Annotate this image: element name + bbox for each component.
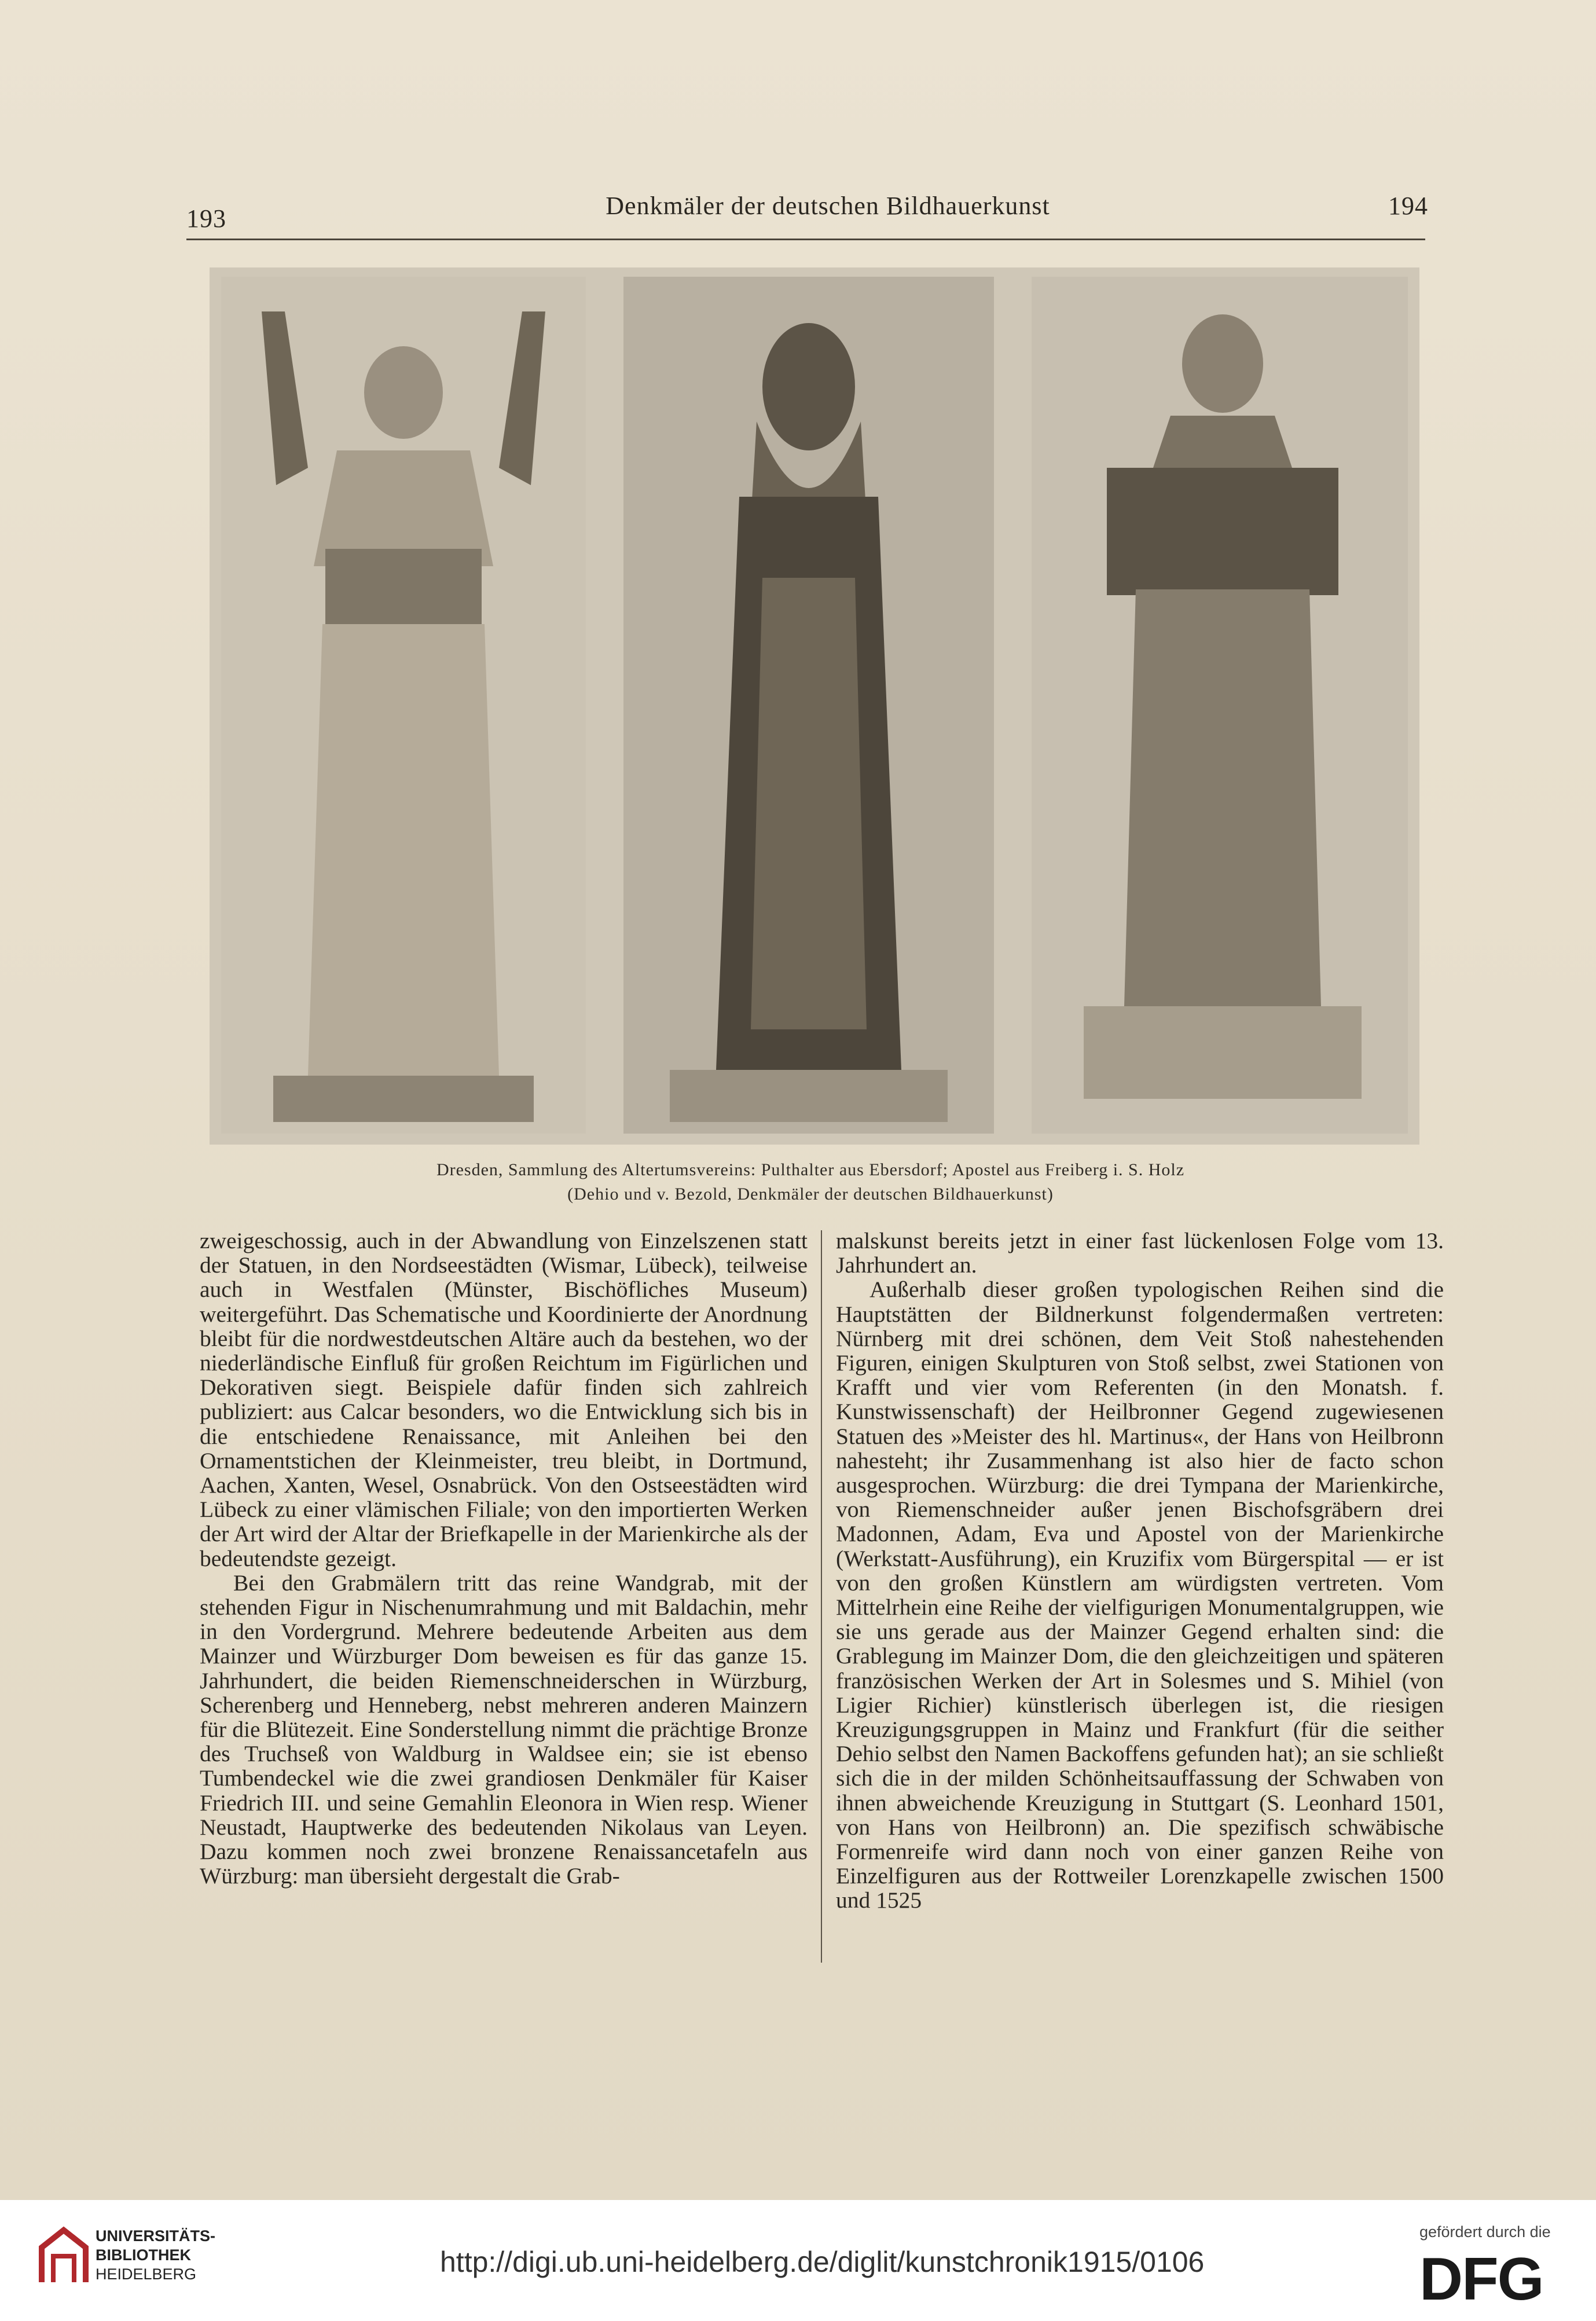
digitization-footer (0, 2200, 1596, 2321)
page-number-right: 194 (1388, 192, 1428, 220)
university-library-logo-icon (36, 2224, 91, 2288)
sponsor-label: gefördert durch die (1419, 2223, 1551, 2241)
header-rule (186, 239, 1425, 240)
figure-plate (210, 267, 1419, 1145)
library-name (96, 2227, 215, 2284)
library-name-line2: BIBLIOTHEK (96, 2246, 191, 2264)
text-column-left (200, 1229, 808, 1888)
paragraph: malskunst bereits jetzt in einer fast lückenlosen Folge vom 13. Jahrhundert an. (836, 1228, 1444, 1278)
angel-lectern-statue-photo (221, 277, 586, 1134)
paragraph: Bei den Grabmälern tritt das reine Wandgrab, mit der stehenden Figur in Nischenumrahmung und mit Baldachin, mehr in den Vordergrund. Mehrere bedeutende Arbeiten aus dem Mainzer und Würzburger Dom beweisen es für das ganze 15. Jahrhundert, die beiden Riemenschneiderschen in Würzburg, Scherenberg und Henneberg, nebst mehreren anderen Mainzern für die Blütezeit. Eine Sonderstellung nimmt die prächtige Bronze des Truchseß von Waldburg in Waldsee ein; sie ist ebenso Tumbendeckel wie die zwei grandiosen Denkmäler für Kaiser Friedrich III. und seine Gemahlin Eleonora in Wien resp. Wiener Neustadt, Hauptwerke des bedeutenden Nikolaus van Leyen. Dazu kommen noch zwei bronzene Renaissancetafeln aus Würzburg: man übersieht dergestalt die Grab- (200, 1570, 808, 1889)
paragraph: zweigeschossig, auch in der Abwandlung von Einzelszenen statt der Statuen, in den Nordseestädten (Wismar, Lübeck), teilweise auch in Westfalen (Münster, Bischöfliches Museum) weitergeführt. Das Schematische und Koordinierte der Anordnung bleibt für die nordwestdeutschen Altäre auch da bestehen, wo der niederländische Einfluß für großen Reichtum im Figürlichen und Dekorativen siegt. Beispiele dafür finden sich zahlreich publiziert: aus Calcar besonders, wo die Entwicklung sich bis in die entschiedene Renaissance, mit Anleihen bei den Ornamentstichen der Kleinmeister, treu bleibt, in Dortmund, Aachen, Xanten, Wesel, Osnabrück. Von den Ostseestädten wird Lübeck zu einer vlämischen Filiale; von den importierten Werken der Art wird der Altar der Briefkapelle in der Marienkirche als der bedeutendste gezeigt. (200, 1228, 808, 1571)
library-name-line3: HEIDELBERG (96, 2265, 197, 2283)
figure-caption-line1: Dresden, Sammlung des Altertumsvereins: Pulthalter aus Ebersdorf; Apostel aus Freiberg i. S. Holz (436, 1160, 1185, 1179)
apostle-statue-photo (623, 277, 994, 1134)
library-name-line1: UNIVERSITÄTS- (96, 2227, 216, 2245)
source-url-link[interactable]: http://digi.ub.uni-heidelberg.de/diglit/kunstchronik1915/0106 (440, 2246, 1205, 2278)
dfg-logo: DFG (1419, 2246, 1543, 2313)
column-divider (821, 1230, 822, 1963)
page-number-left: 193 (186, 204, 226, 233)
running-title: Denkmäler der deutschen Bildhauerkunst (606, 192, 1050, 220)
paragraph: Außerhalb dieser großen typologischen Reihen sind die Hauptstätten der Bildnerkunst folgendermaßen vertreten: Nürnberg mit drei schönen, dem Veit Stoß nahestehenden Figuren, einigen Skulpturen von Stoß selbst, zwei Stationen von Krafft und vier vom Referenten (in den Monatsh. f. Kunstwissenschaft) der Heilbronner Gegend zugewiesenen Statuen des »Meister des hl. Martinus«, der Hans von Heilbronn nahesteht; ihr Zusammenhang ist also hier de facto schon ausgesprochen. Würzburg: die drei Tympana der Marienkirche, von Riemenschneider außer jenen Bischofsgräbern drei Madonnen, Adam, Eva und Apostel von der Marienkirche (Werkstatt-Ausführung), ein Kruzifix vom Bürgerspital — er ist von den großen Künstlern am würdigsten vertreten. Vom Mittelrhein eine Reihe der vielfigurigen Monumentalgruppen, wie sie uns gerade aus der Mainzer Gegend erhalten sind: die Grablegung im Mainzer Dom, die den gleichzeitigen und späteren französischen Werken der Art in Solesmes und S. Mihiel (von Ligier Richier) künstlerisch überlegen ist, die riesigen Kreuzigungsgruppen in Mainz und Frankfurt (für die seither Dehio selbst den Namen Backoffens gefunden hat); an sie schließt sich die in der milden Schönheitsauffassung der Schwaben von ihnen abweichende Kreuzigung in Stuttgart (S. Leonhard 1501, von Hans von Heilbronn) an. Die spezifisch schwäbische Formenreife wird dann noch von einer ganzen Reihe von Einzelfiguren aus der Rottweiler Lorenzkapelle zwischen 1500 und 1525 (836, 1277, 1444, 1913)
apostle-lectern-statue-photo (1032, 277, 1408, 1134)
text-column-right (836, 1229, 1444, 1913)
figure-caption-line2: (Dehio und v. Bezold, Denkmäler der deutschen Bildhauerkunst) (567, 1185, 1054, 1204)
